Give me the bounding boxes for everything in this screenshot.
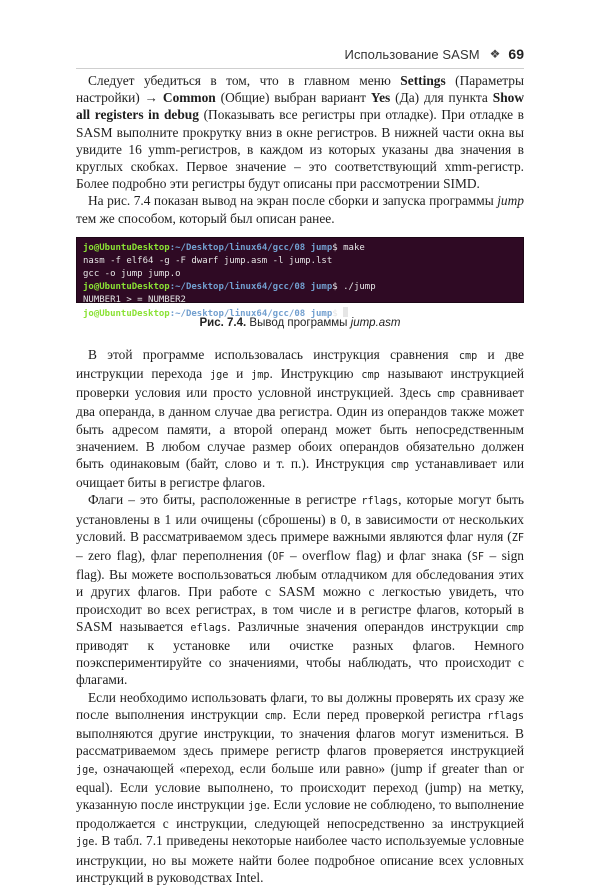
page-number: 69 (508, 46, 524, 62)
terminal-cursor (343, 307, 348, 317)
paragraph-flags: Флаги – это биты, расположенные в регистре rflags, которые могут быть установлены в 1 или очищены (сброшены) в 0, в зависимости от нескольких условий. В рассматриваемом здесь примере важными являются флаг нуля (ZF – zero flag), флаг переполнения (OF – overflow flag) и флаг знака (SF – sign flag). Вы можете воспользоваться любым отладчиком для обследования этих и других флагов. При работе с SASM можно с легкостью увидеть, что происходит во всех регистрах, в том числе и в регистре флагов, который в SASM называется eflags. Различные значения операндов инструкции cmp приводят к установке или очистке разных флагов. Немного поэкспериментируйте со значениями, чтобы наблюдать, что происходит с флагами. (76, 492, 525, 688)
paragraph-jge: Если необходимо использовать флаги, то вы должны проверять их сразу же после выполнения инструкции cmp. Если перед проверкой регистра rflags выполняются другие инструкции, то значения флагов могут измениться. В рассматриваемом здесь примере регистр флагов проверяется инструкцией jge, означающей «переход, если больше или равно» (jump if greater than or equal). Если условие выполнено, то происходит переход (jump) на метку, указанную после инструкции jge. Если условие не соблюдено, то выполнение продолжается с инструкции, следующей непосредственно за инструкцией jge. В табл. 7.1 приведены некоторые наиболее часто используемые условные инструкции, но вы можете найти более подробное описание всех условных инструкций в руководствах Intel. (76, 689, 524, 885)
page-body (76, 72, 524, 886)
terminal-line: jo@UbuntuDesktop:~/Desktop/linux64/gcc/08 jump$ make (83, 242, 365, 253)
running-title: Использование SASM (344, 46, 480, 62)
figure-caption: Рис. 7.4. Вывод программы jump.asm (199, 316, 401, 329)
paragraph-cmp: В этой программе использовалась инструкция сравнения cmp и две инструкции перехода jge и jmp. Инструкцию cmp называют инструкцией проверки условия или просто условной инструкцией. Здесь cmp сравнивает два операнда, в данном случае два регистра. Один из операндов также может быть адресом памяти, а второй операнд может быть непосредственным значением. В любом случае размер обоих операндов обязательно должен быть одинаковым (байт, слово и т. п.). Инструкция cmp устанавливает или очищает биты в регистре флагов. (76, 346, 524, 491)
menu-settings: Settings (400, 73, 446, 88)
paragraph-figure-intro: На рис. 7.4 показан вывод на экран после сборки и запуска программы jump тем же способом, который был описан ранее. (76, 193, 524, 226)
paragraph-settings: Следует убедиться в том, что в главном меню Settings (Параметры настройки) → Common (Общие) выбран вариант Yes (Да) для пункта Show all registers in debug (Показывать все регистры при отладке). При отладке в SASM выполните прокрутку вниз в окне регистров. В нижней части окна вы увидите 16 ymm-регистров, в каждом из которых указаны два значения в круглых скобках. Первое значение – это соответствующий xmm-регистр. Более подробно эти регистры будут описаны при рассмотрении SIMD. (76, 73, 525, 192)
terminal-screenshot (76, 237, 524, 319)
terminal-line: nasm -f elf64 -g -F dwarf jump.asm -l jump.lst (83, 255, 333, 266)
menu-common: Common (162, 90, 216, 106)
page-header (76, 44, 524, 69)
terminal-line: jo@UbuntuDesktop:~/Desktop/linux64/gcc/08 jump$ ./jump (83, 281, 376, 292)
terminal-line: gcc -o jump jump.o (83, 268, 181, 279)
terminal-line: NUMBER1 > = NUMBER2 (83, 294, 186, 305)
program-name: jump (497, 193, 524, 209)
ornament-icon: ❖ (489, 47, 501, 61)
option-yes: Yes (370, 90, 391, 106)
option-show-registers: Show all registers in debug (76, 90, 525, 123)
terminal-line: jo@UbuntuDesktop:~/Desktop/linux64/gcc/08 jump$ (83, 307, 517, 321)
